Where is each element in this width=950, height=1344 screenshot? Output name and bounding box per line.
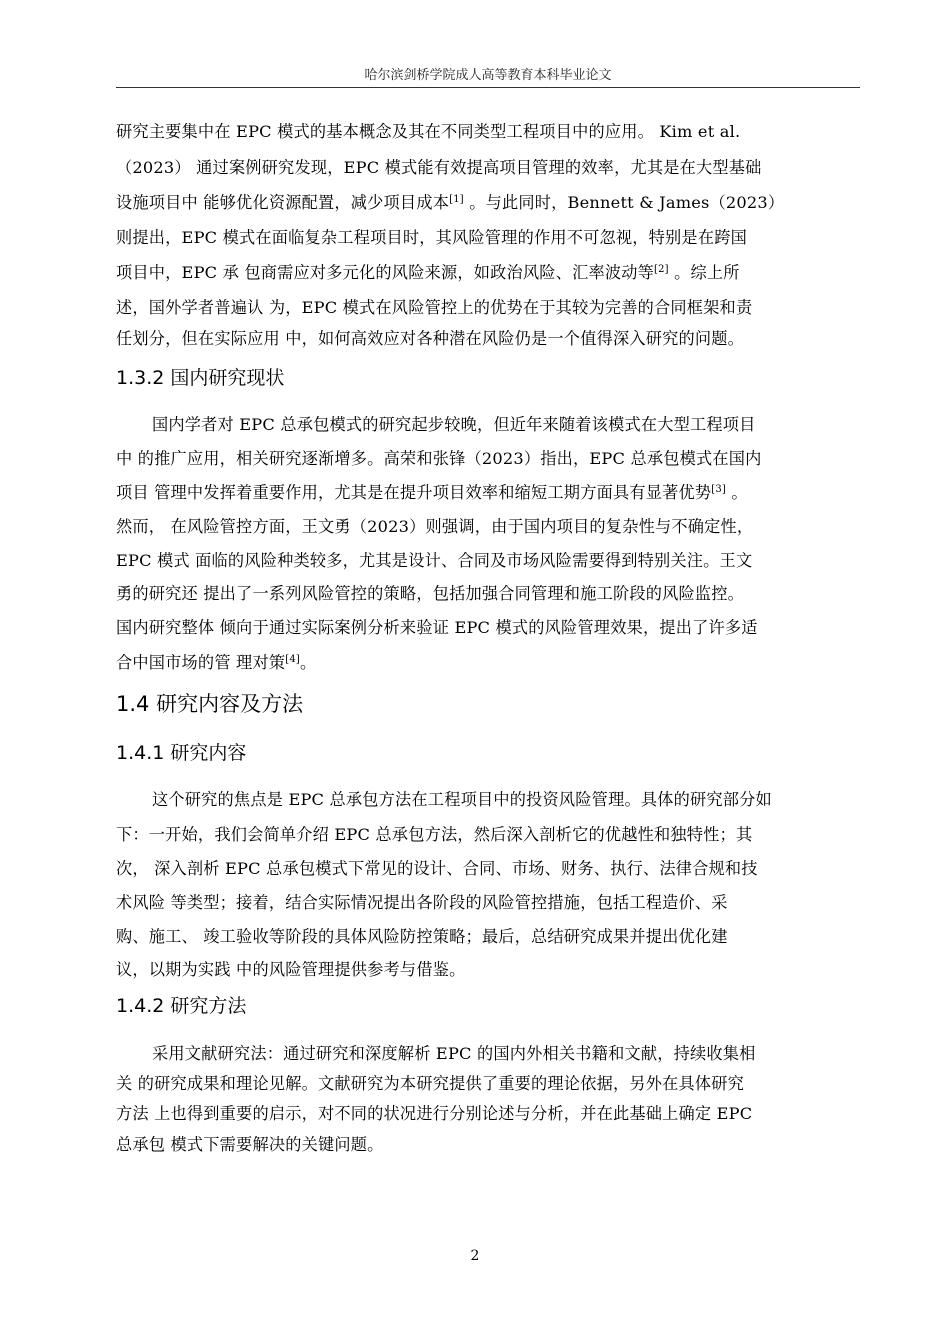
body-text-line: 然而， 在风险管控方面，王文勇（2023）则强调，由于国内项目的复杂性与不确定性， bbox=[116, 517, 754, 536]
body-text-line: 述，国外学者普遍认 为，EPC 模式在风险管控上的优势在于其较为完善的合同框架和责 bbox=[116, 298, 753, 317]
body-text-line: （2023） 通过案例研究发现，EPC 模式能有效提高项目管理的效率，尤其是在大型基础 bbox=[116, 158, 762, 177]
section-heading-1-4-2: 1.4.2 研究方法 bbox=[116, 995, 247, 1017]
body-text-line: 任划分，但在实际应用 中，如何高效应对各种潜在风险仍是一个值得深入研究的问题。 bbox=[116, 329, 745, 348]
citation-1: [1] bbox=[449, 194, 464, 205]
body-text-line: 方法 上也得到重要的启示，对不同的状况进行分别论述与分析，并在此基础上确定 EPC bbox=[116, 1104, 753, 1123]
body-text-line: 项目中，EPC 承 包商需应对多元化的风险来源，如政治风险、汇率波动等[2] 。综上所 bbox=[116, 263, 740, 282]
citation-3: [3] bbox=[711, 484, 727, 495]
body-text-line: 研究主要集中在 EPC 模式的基本概念及其在不同类型工程项目中的应用。 Kim et al. bbox=[116, 122, 741, 141]
body-text-line: 国内学者对 EPC 总承包模式的研究起步较晚，但近年来随着该模式在大型工程项目 bbox=[152, 415, 756, 434]
body-text-line: 下：一开始，我们会简单介绍 EPC 总承包方法，然后深入剖析它的优越性和独特性；其 bbox=[116, 825, 753, 844]
body-text-line: 项目 管理中发挥着重要作用，尤其是在提升项目效率和缩短工期方面具有显著优势[3] 。 bbox=[116, 483, 748, 502]
body-text-line: 合中国市场的管 理对策[4]。 bbox=[116, 653, 317, 672]
body-text-line: 国内研究整体 倾向于通过实际案例分析来验证 EPC 模式的风险管理效果，提出了许多适 bbox=[116, 618, 758, 637]
body-text-line: 购、施工、 竣工验收等阶段的具体风险防控策略；最后，总结研究成果并提出优化建 bbox=[116, 927, 728, 946]
section-heading-1-3-2: 1.3.2 国内研究现状 bbox=[116, 367, 285, 389]
body-text-line: 总承包 模式下需要解决的关键问题。 bbox=[116, 1135, 384, 1154]
body-text-line: 勇的研究还 提出了一系列风险管控的策略，包括加强合同管理和施工阶段的风险监控。 bbox=[116, 584, 745, 603]
header-rule bbox=[116, 87, 860, 88]
body-text-line: 采用文献研究法：通过研究和深度解析 EPC 的国内外相关书籍和文献，持续收集相 bbox=[152, 1044, 756, 1063]
body-text-line: 术风险 等类型；接着，结合实际情况提出各阶段的风险管控措施，包括工程造价、采 bbox=[116, 893, 728, 912]
section-heading-1-4-1: 1.4.1 研究内容 bbox=[116, 742, 247, 764]
running-header: 哈尔滨剑桥学院成人高等教育本科毕业论文 bbox=[364, 68, 612, 83]
body-text-line: 关 的研究成果和理论见解。文献研究为本研究提供了重要的理论依据，另外在具体研究 bbox=[116, 1074, 745, 1093]
body-text-line: EPC 模式 面临的风险种类较多，尤其是设计、合同及市场风险需要得到特别关注。王文 bbox=[116, 551, 753, 570]
body-text-line: 中 的推广应用，相关研究逐渐增多。高荣和张锋（2023）指出，EPC 总承包模式在国内 bbox=[116, 449, 762, 468]
body-text-line: 议，以期为实践 中的风险管理提供参考与借鉴。 bbox=[116, 960, 466, 979]
citation-2: [2] bbox=[654, 264, 669, 275]
body-text-line: 则提出，EPC 模式在面临复杂工程项目时，其风险管理的作用不可忽视，特别是在跨国 bbox=[116, 228, 747, 247]
page-number: 2 bbox=[470, 1248, 480, 1264]
citation-4: [4] bbox=[285, 654, 300, 665]
body-text-line: 次， 深入剖析 EPC 总承包模式下常见的设计、合同、市场、财务、执行、法律合规和技 bbox=[116, 859, 758, 878]
body-text-line: 设施项目中 能够优化资源配置，减少项目成本[1] 。与此同时，Bennett & James（2023） bbox=[116, 193, 785, 212]
section-heading-1-4: 1.4 研究内容及方法 bbox=[116, 692, 304, 716]
body-text-line: 这个研究的焦点是 EPC 总承包方法在工程项目中的投资风险管理。具体的研究部分如 bbox=[152, 790, 772, 809]
